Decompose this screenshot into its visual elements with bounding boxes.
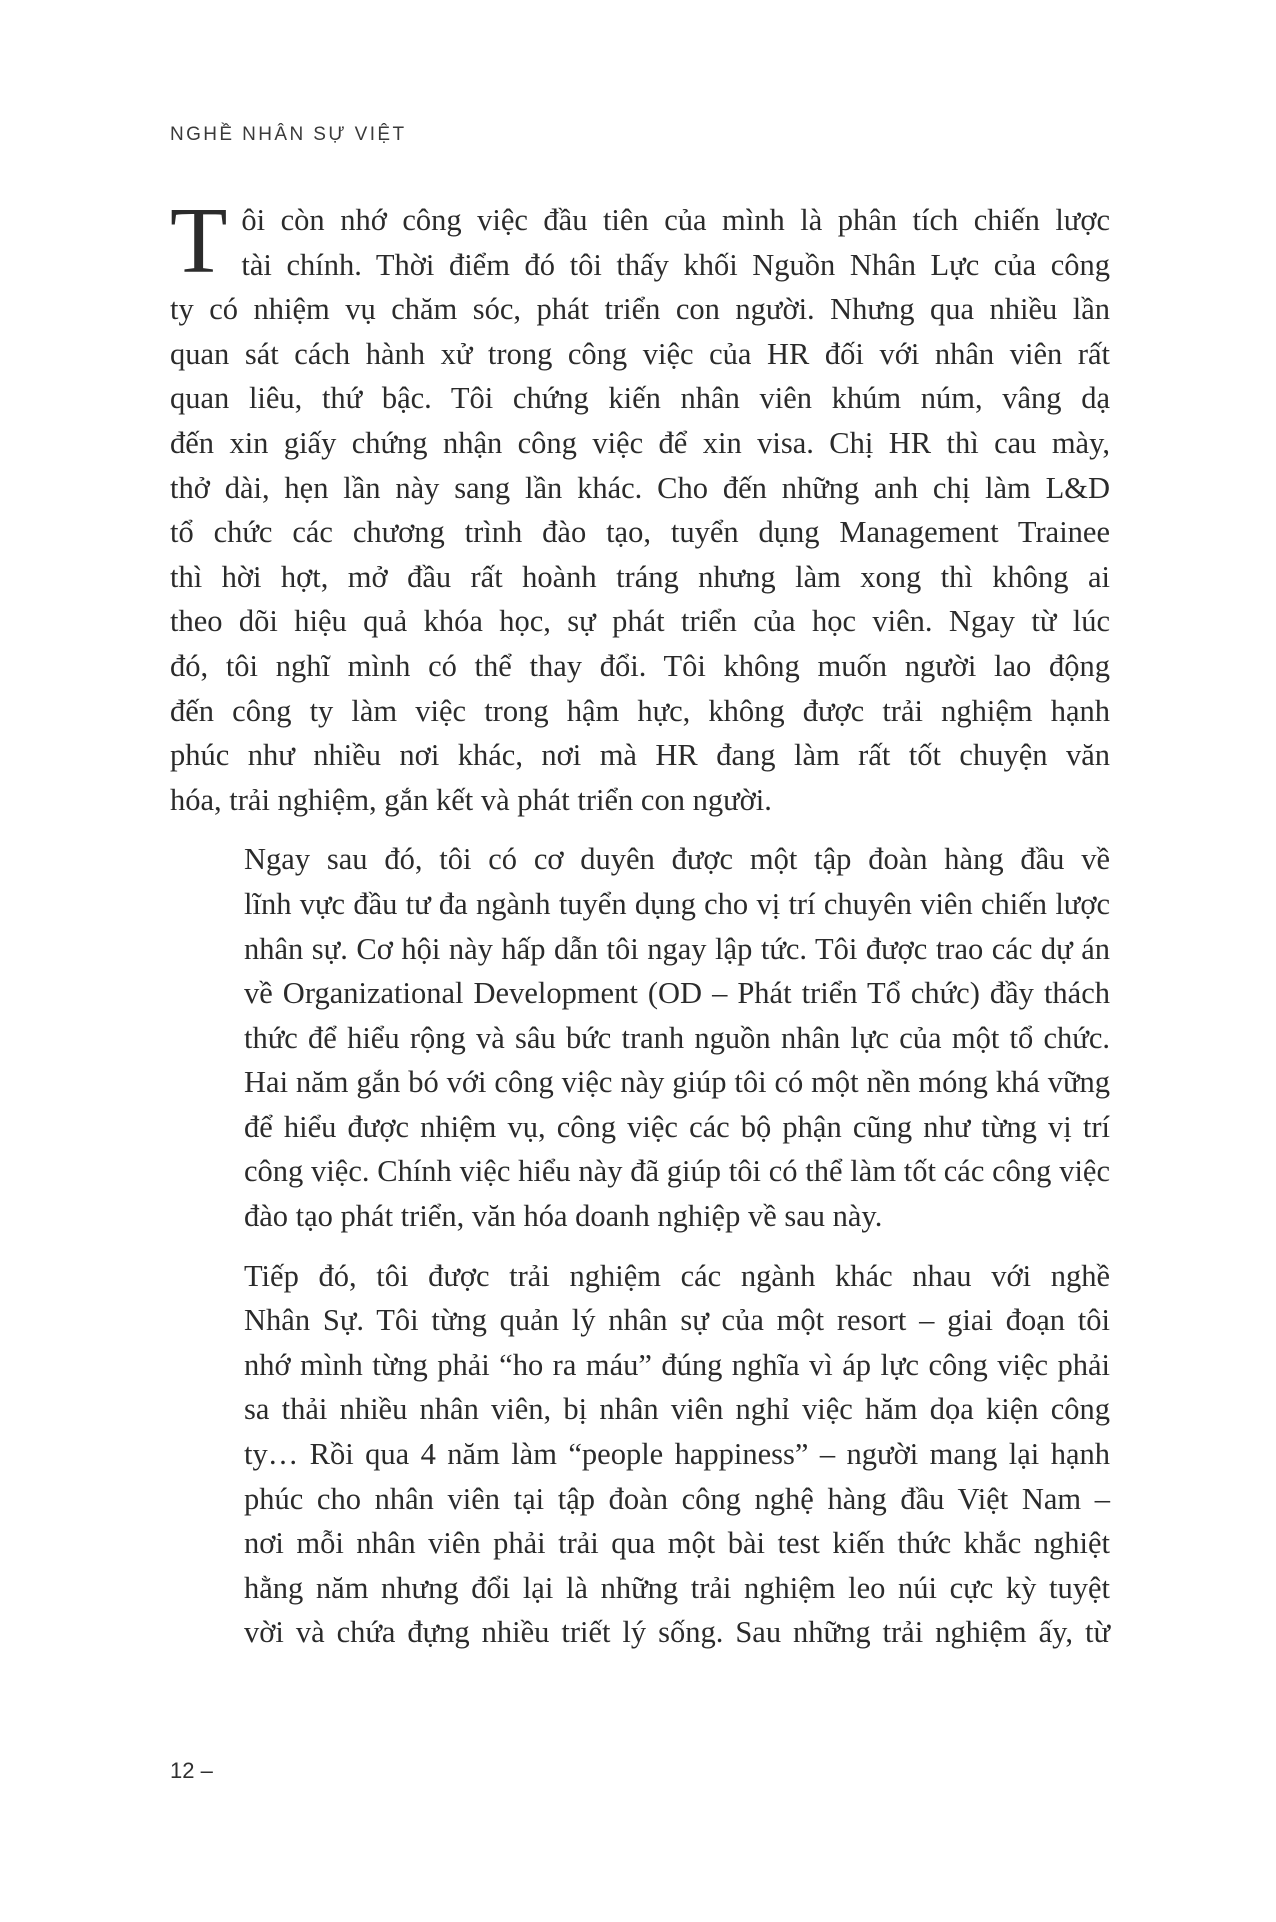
text-line: hóa, trải nghiệm, gắn kết và phát triển con người. (170, 782, 772, 817)
paragraph-1 (170, 189, 1110, 822)
text-line: thở dài, hẹn lần này sang lần khác. Cho đến những anh chị làm L&D (170, 470, 1110, 505)
text-line: Ngay sau đó, tôi có cơ duyên được một tập đoàn hàng đầu về (244, 842, 1110, 877)
drop-cap: T (170, 189, 228, 293)
text-line: ôi còn nhớ công việc đầu tiên của mình là phân tích chiến lược (241, 203, 1110, 237)
text-line: để hiểu được nhiệm vụ, công việc các bộ phận cũng như từng vị trí (244, 1109, 1110, 1144)
text-line: hằng năm nhưng đổi lại là những trải nghiệm leo núi cực kỳ tuyệt (244, 1570, 1110, 1605)
text-line: phúc cho nhân viên tại tập đoàn công nghệ hàng đầu Việt Nam – (244, 1481, 1110, 1516)
text-line: đó, tôi nghĩ mình có thể thay đổi. Tôi không muốn người lao động (170, 648, 1110, 683)
text-line: quan liêu, thứ bậc. Tôi chứng kiến nhân viên khúm núm, vâng dạ (170, 381, 1110, 416)
text-line: thì hời hợt, mở đầu rất hoành tráng nhưng làm xong thì không ai (170, 559, 1110, 594)
text-line: ty… Rồi qua 4 năm làm “people happiness” – người mang lại hạnh (244, 1437, 1110, 1472)
text-line: tài chính. Thời điểm đó tôi thấy khối Nguồn Nhân Lực của công (241, 247, 1110, 282)
paragraph-2 (170, 837, 1110, 1238)
text-line: đến xin giấy chứng nhận công việc để xin visa. Chị HR thì cau mày, (170, 425, 1110, 460)
text-line: nhân sự. Cơ hội này hấp dẫn tôi ngay lập tức. Tôi được trao các dự án (244, 931, 1110, 966)
paragraph-3 (170, 1254, 1110, 1655)
text-line: sa thải nhiều nhân viên, bị nhân viên nghỉ việc hăm dọa kiện công (244, 1392, 1110, 1427)
text-line: nhớ mình từng phải “ho ra máu” đúng nghĩa vì áp lực công việc phải (244, 1347, 1110, 1382)
text-line: đào tạo phát triển, văn hóa doanh nghiệp về sau này. (244, 1199, 883, 1234)
text-line: vời và chứa đựng nhiều triết lý sống. Sau những trải nghiệm ấy, từ (244, 1615, 1110, 1650)
page-number: 12 – (170, 1758, 213, 1783)
text-line: Hai năm gắn bó với công việc này giúp tôi có một nền móng khá vững (244, 1065, 1110, 1100)
text-line: quan sát cách hành xử trong công việc của HR đối với nhân viên rất (170, 336, 1110, 371)
running-header: NGHỀ NHÂN SỰ VIỆT (170, 124, 407, 145)
text-line: nơi mỗi nhân viên phải trải qua một bài test kiến thức khắc nghiệt (244, 1526, 1110, 1561)
text-line: Nhân Sự. Tôi từng quản lý nhân sự của một resort – giai đoạn tôi (244, 1303, 1110, 1338)
text-line: ty có nhiệm vụ chăm sóc, phát triển con người. Nhưng qua nhiều lần (170, 292, 1110, 327)
text-line: thức để hiểu rộng và sâu bức tranh nguồn nhân lực của một tổ chức. (244, 1020, 1110, 1055)
body-text (170, 189, 1110, 1655)
text-line: công việc. Chính việc hiểu này đã giúp tôi có thể làm tốt các công việc (244, 1154, 1110, 1189)
text-line: về Organizational Development (OD – Phát triển Tổ chức) đầy thách (244, 976, 1110, 1011)
text-line: Tiếp đó, tôi được trải nghiệm các ngành khác nhau với nghề (244, 1258, 1110, 1293)
text-line: đến công ty làm việc trong hậm hực, không được trải nghiệm hạnh (170, 693, 1110, 728)
text-line: tổ chức các chương trình đào tạo, tuyển dụng Management Trainee (170, 515, 1110, 550)
text-line: lĩnh vực đầu tư đa ngành tuyển dụng cho vị trí chuyên viên chiến lược (244, 886, 1110, 921)
text-line: theo dõi hiệu quả khóa học, sự phát triển của học viên. Ngay từ lúc (170, 604, 1110, 639)
text-line: phúc như nhiều nơi khác, nơi mà HR đang làm rất tốt chuyện văn (170, 738, 1110, 773)
